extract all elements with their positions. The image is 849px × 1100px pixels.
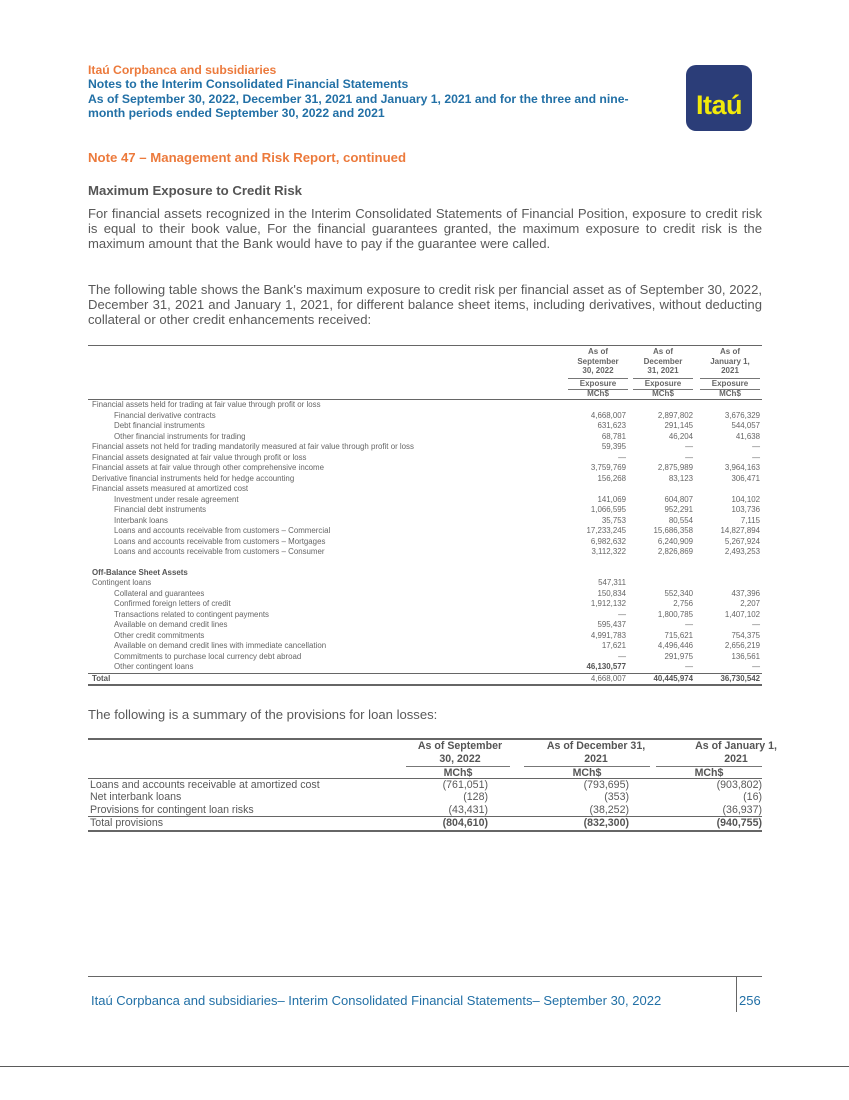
row-label: Total [92, 673, 111, 683]
row-label: Total provisions [90, 817, 164, 830]
cell-value: 3,759,769 [590, 463, 626, 472]
table-row [88, 495, 762, 506]
cell-value: 83,123 [668, 473, 693, 483]
cell-value: — [752, 442, 760, 451]
table-row [88, 537, 762, 548]
row-label: Loans and accounts receivable from customers – Mortgages [114, 536, 326, 546]
table-row [88, 463, 762, 474]
cell-value: 437,396 [731, 588, 760, 598]
table-row [88, 505, 762, 516]
row-label: Contingent loans [92, 578, 152, 587]
cell-value: 103,736 [731, 505, 760, 514]
page-bottom-rule [0, 1066, 849, 1067]
col-line: 2021 [724, 752, 748, 765]
cell-value: (16) [743, 791, 762, 804]
cell-value: 4,668,007 [590, 673, 626, 683]
cell-value: — [685, 620, 693, 629]
document-header [88, 63, 629, 121]
cell-value: 291,975 [664, 651, 693, 661]
cell-value: 5,267,924 [724, 536, 760, 546]
cell-value: 1,912,132 [590, 599, 626, 608]
cell-value: 80,554 [668, 515, 693, 525]
cell-value: (804,610) [442, 817, 488, 830]
row-label: Financial derivative contracts [114, 410, 216, 420]
col-line: As of [720, 347, 740, 356]
cell-value: 14,827,894 [720, 526, 760, 535]
spacer [88, 558, 762, 568]
measure-label: Exposure [700, 378, 760, 390]
cell-value: 291,145 [664, 421, 693, 430]
itau-logo [686, 65, 752, 131]
row-label: Commitments to purchase local currency debt abroad [114, 651, 302, 661]
total-row [88, 816, 762, 831]
column-header-sep-2022 [568, 347, 628, 376]
cell-value: (793,695) [583, 779, 629, 791]
col-line: As of September [417, 740, 503, 752]
cell-value: 2,826,869 [657, 547, 693, 556]
section-title: Maximum Exposure to Credit Risk [88, 183, 302, 198]
unit-label: MCh$ [406, 766, 510, 779]
cell-value: (353) [604, 791, 629, 804]
table-row [88, 599, 762, 610]
cell-value: 952,291 [664, 505, 693, 514]
paragraph-credit-exposure: For financial assets recognized in the Interim Consolidated Statements of Financial Position, exposure to credit risk is equal to their book value, For the financial guarantees granted, the maximum exposure to credit risk is the maximum amount that the Bank would have to pay if the guarantee were called. [88, 206, 762, 252]
table-row [88, 589, 762, 600]
table-row [88, 641, 762, 652]
paragraph-provisions-intro: The following is a summary of the provisions for loan losses: [88, 707, 438, 722]
cell-value: 3,676,329 [724, 410, 760, 420]
cell-value: (940,755) [716, 817, 762, 830]
unit-label: MCh$ [587, 389, 609, 398]
cell-value: 2,756 [673, 599, 693, 608]
cell-value: 141,069 [597, 494, 626, 504]
cell-value: 2,897,802 [657, 410, 693, 420]
cell-value: 36,730,542 [720, 673, 760, 683]
cell-value: 46,204 [668, 431, 693, 441]
row-label: Interbank loans [114, 515, 168, 525]
table-row [88, 578, 762, 589]
cell-value: 6,982,632 [590, 536, 626, 546]
cell-value: 544,057 [731, 421, 760, 430]
row-label: Available on demand credit lines with immediate cancellation [114, 641, 327, 650]
row-label: Financial assets designated at fair value through profit or loss [92, 452, 307, 462]
cell-value: 2,656,219 [724, 641, 760, 650]
table-row [88, 620, 762, 631]
unit-label: MCh$ [719, 389, 741, 398]
row-label: Loans and accounts receivable at amortized cost [90, 779, 320, 791]
cell-value: — [685, 452, 693, 462]
row-label: Loans and accounts receivable from customers – Consumer [114, 547, 325, 556]
total-row [88, 673, 762, 686]
section-heading-off-balance [88, 568, 762, 579]
table-row [88, 526, 762, 537]
cell-value: 306,471 [731, 473, 760, 483]
column-header-jan-2021 [681, 740, 791, 765]
cell-value: — [685, 442, 693, 451]
cell-value: (43,431) [448, 803, 488, 816]
table-row [88, 400, 762, 411]
cell-value: 1,066,595 [590, 505, 626, 514]
measure-label: Exposure [568, 378, 628, 390]
cell-value: 754,375 [731, 630, 760, 640]
cell-value: — [685, 662, 693, 671]
paragraph-table-intro: The following table shows the Bank's maximum exposure to credit risk per financial asset as of September 30, 2022, December 31, 2021 and January 1, 2021, for different balance sheet items, including derivatives, without deducting collateral or other credit enhancements received: [88, 282, 762, 328]
row-label: Transactions related to contingent payments [114, 609, 269, 619]
cell-value: 3,112,322 [591, 547, 626, 556]
col-line: As of December 31, [546, 740, 646, 752]
col-line: As of [588, 347, 608, 356]
cell-value: 1,407,102 [724, 609, 760, 619]
row-label: Other financial instruments for trading [114, 431, 246, 441]
cell-value: 3,964,163 [724, 463, 760, 472]
row-label: Other credit commitments [114, 630, 205, 640]
cell-value: 59,395 [601, 442, 626, 451]
col-line: 30, 2022 [582, 366, 614, 376]
cell-value: (36,937) [722, 803, 762, 816]
table-row [88, 484, 762, 495]
col-line: As of January 1, [695, 740, 777, 752]
cell-value: 631,623 [597, 421, 626, 430]
cell-value: — [618, 452, 626, 462]
table-row [88, 474, 762, 485]
col-line: 2021 [584, 752, 608, 765]
col-line: 2021 [721, 366, 739, 376]
cell-value: 41,638 [735, 431, 760, 441]
cell-value: 17,233,245 [586, 526, 626, 535]
col-line: 31, 2021 [647, 366, 679, 376]
row-label: Collateral and guarantees [114, 588, 205, 598]
unit-label: MCh$ [524, 766, 650, 779]
cell-value: 35,753 [601, 515, 626, 525]
row-label: Financial assets not held for trading mandatorily measured at fair value through profit or loss [92, 442, 414, 451]
cell-value: 156,268 [597, 473, 626, 483]
cell-value: (38,252) [589, 803, 629, 816]
cell-value: 4,991,783 [590, 630, 626, 640]
cell-value: 17,621 [601, 641, 626, 650]
cell-value: — [752, 662, 760, 671]
cell-value: — [752, 620, 760, 629]
row-label: Investment under resale agreement [114, 494, 239, 504]
cell-value: 715,621 [664, 630, 693, 640]
cell-value: 136,561 [731, 651, 760, 661]
table-row [88, 779, 762, 791]
cell-value: 2,207 [740, 599, 760, 608]
period-line-2: month periods ended September 30, 2022 and 2021 [88, 106, 385, 121]
cell-value: (832,300) [583, 817, 629, 830]
footer-divider [736, 976, 737, 1012]
row-label: Financial assets at fair value through other comprehensive income [92, 463, 325, 472]
cell-value: (903,802) [716, 779, 762, 791]
footer-rule [88, 976, 762, 977]
document-title: Notes to the Interim Consolidated Financial Statements [88, 77, 409, 92]
cell-value: 68,781 [601, 431, 626, 441]
table-row [88, 804, 762, 816]
logo-text: Itaú [695, 90, 742, 120]
unit-label: MCh$ [652, 389, 674, 398]
row-label: Financial debt instruments [114, 505, 207, 514]
table-row [88, 631, 762, 642]
cell-value: — [618, 651, 626, 661]
table-row [88, 547, 762, 558]
col-line: As of [653, 347, 673, 356]
provisions-table-body [88, 779, 762, 832]
section-heading-label: Off-Balance Sheet Assets [92, 567, 188, 577]
exposure-table-body [88, 400, 762, 686]
column-header-dec-2021 [541, 740, 651, 765]
cell-value: (128) [463, 791, 488, 804]
row-label: Net interbank loans [90, 791, 182, 804]
company-name: Itaú Corpbanca and subsidiaries [88, 63, 277, 77]
unit-label: MCh$ [656, 766, 762, 779]
table-row [88, 411, 762, 422]
col-line: 30, 2022 [439, 752, 481, 765]
column-header-dec-2021 [633, 347, 693, 376]
row-label: Debt financial instruments [114, 421, 205, 430]
cell-value: 4,668,007 [590, 410, 626, 420]
cell-value: 604,807 [664, 494, 693, 504]
table-row [88, 453, 762, 464]
cell-value: (761,051) [442, 779, 488, 791]
table-row [88, 432, 762, 443]
row-label: Derivative financial instruments held for hedge accounting [92, 473, 295, 483]
cell-value: 6,240,909 [657, 536, 693, 546]
table-row [88, 652, 762, 663]
cell-value: 7,115 [740, 515, 760, 525]
measure-label: Exposure [633, 378, 693, 390]
cell-value: 104,102 [731, 494, 760, 504]
cell-value: — [752, 452, 760, 462]
col-line: December [643, 356, 683, 366]
cell-value: 150,834 [597, 588, 626, 598]
row-label: Financial assets held for trading at fair value through profit or loss [92, 400, 321, 409]
cell-value: 547,311 [598, 578, 626, 587]
col-line: September [577, 356, 619, 366]
cell-value: 1,800,785 [657, 609, 693, 619]
table-top-rule [88, 345, 762, 346]
table-row [88, 421, 762, 432]
table-row [88, 662, 762, 673]
cell-value: 595,437 [597, 620, 626, 629]
page-number: 256 [739, 993, 761, 1008]
table-row [88, 791, 762, 803]
row-label: Loans and accounts receivable from customers – Commercial [114, 526, 331, 535]
cell-value: 552,340 [664, 588, 693, 598]
row-label: Provisions for contingent loan risks [90, 803, 254, 816]
period-line-1: As of September 30, 2022, December 31, 2021 and January 1, 2021 and for the three and nine- [88, 91, 629, 106]
cell-value: 2,493,253 [724, 547, 760, 556]
row-label: Confirmed foreign letters of credit [114, 599, 231, 608]
table-row [88, 610, 762, 621]
row-label: Other contingent loans [114, 662, 194, 671]
row-label: Available on demand credit lines [114, 620, 228, 629]
cell-value: 40,445,974 [653, 673, 693, 683]
col-line: January 1, [710, 356, 750, 366]
note-title: Note 47 – Management and Risk Report, continued [88, 150, 407, 165]
cell-value: — [618, 609, 626, 619]
table-row [88, 516, 762, 527]
table-row [88, 442, 762, 453]
footer-text: Itaú Corpbanca and subsidiaries– Interim Consolidated Financial Statements– September 30, 2022 [91, 993, 662, 1008]
row-label: Financial assets measured at amortized cost [92, 484, 249, 493]
column-header-sep-2022 [405, 740, 515, 765]
cell-value: 4,496,446 [657, 641, 693, 650]
cell-value: 2,875,989 [657, 463, 693, 472]
cell-value: 46,130,577 [586, 662, 626, 671]
cell-value: 15,686,358 [653, 526, 693, 535]
column-header-jan-2021 [700, 347, 760, 376]
